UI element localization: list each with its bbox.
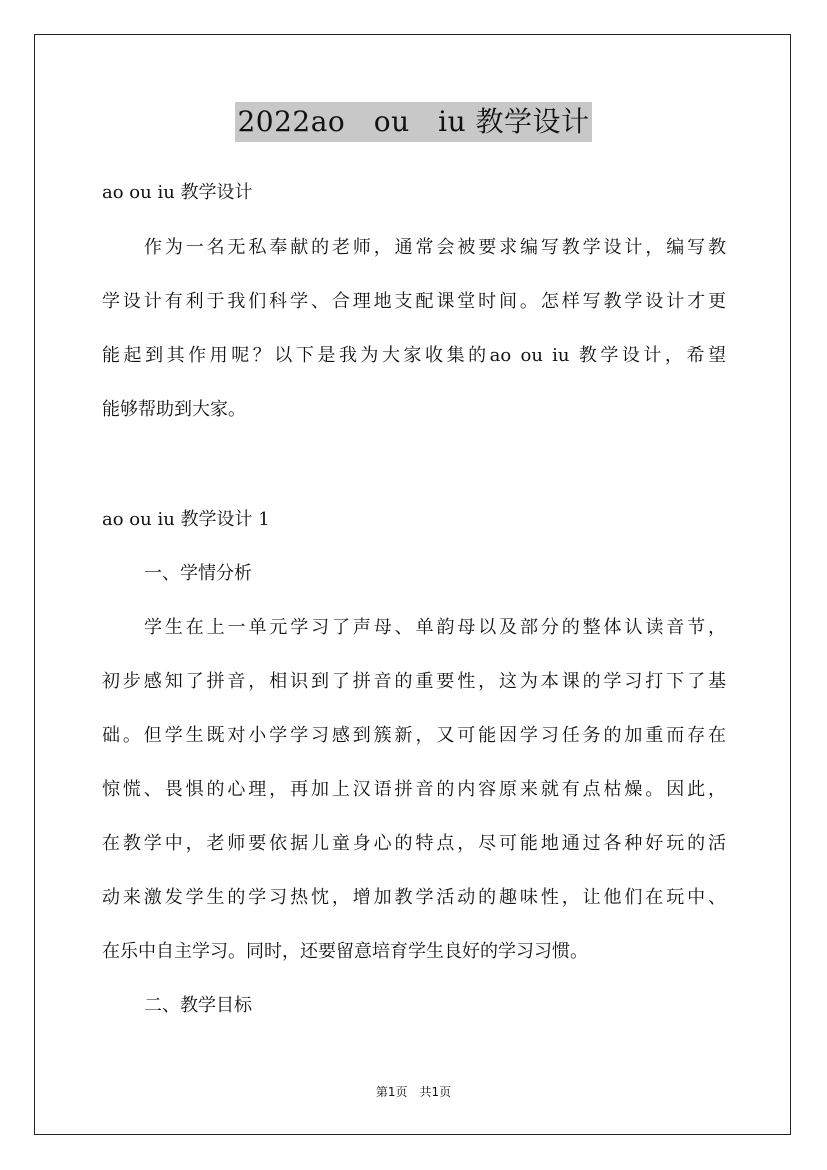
paragraph-line-7: 在乐中自主学习。同时，还要留意培育学生良好的学习习惯。 xyxy=(102,941,588,962)
document-subtitle: ao ou iu 教学设计 xyxy=(102,182,253,203)
paragraph-line-1: 学生在上一单元学习了声母、单韵母以及部分的整体认读音节， xyxy=(144,617,726,638)
subsection-heading-2: 二、教学目标 xyxy=(144,995,252,1016)
intro-line-4: 能够帮助到大家。 xyxy=(102,399,246,420)
section-heading: ao ou iu 教学设计 1 xyxy=(102,509,270,530)
paragraph-line-5: 在教学中，老师要依据儿童身心的特点，尽可能地通过各种好玩的活 xyxy=(102,833,726,854)
intro-line-2: 学设计有利于我们科学、合理地支配课堂时间。怎样写教学设计才更 xyxy=(102,291,726,312)
page-number-footer: 第1页 共1页 xyxy=(375,1085,452,1099)
subsection-heading-1: 一、学情分析 xyxy=(144,563,252,584)
intro-line-1: 作为一名无私奉献的老师，通常会被要求编写教学设计，编写教 xyxy=(144,237,726,258)
paragraph-line-6: 动来激发学生的学习热忱，增加教学活动的趣味性，让他们在玩中、 xyxy=(102,887,726,908)
paragraph-line-4: 惊慌、畏惧的心理，再加上汉语拼音的内容原来就有点枯燥。因此， xyxy=(102,779,726,800)
title-container xyxy=(0,102,827,142)
paragraph-line-2: 初步感知了拼音，相识到了拼音的重要性，这为本课的学习打下了基 xyxy=(102,671,726,692)
document-title: 2022ao ou iu 教学设计 xyxy=(235,102,591,142)
paragraph-line-3: 础。但学生既对小学学习感到簇新，又可能因学习任务的加重而存在 xyxy=(102,725,726,746)
intro-line-3: 能起到其作用呢？以下是我为大家收集的ao ou iu 教学设计，希望 xyxy=(102,345,726,366)
